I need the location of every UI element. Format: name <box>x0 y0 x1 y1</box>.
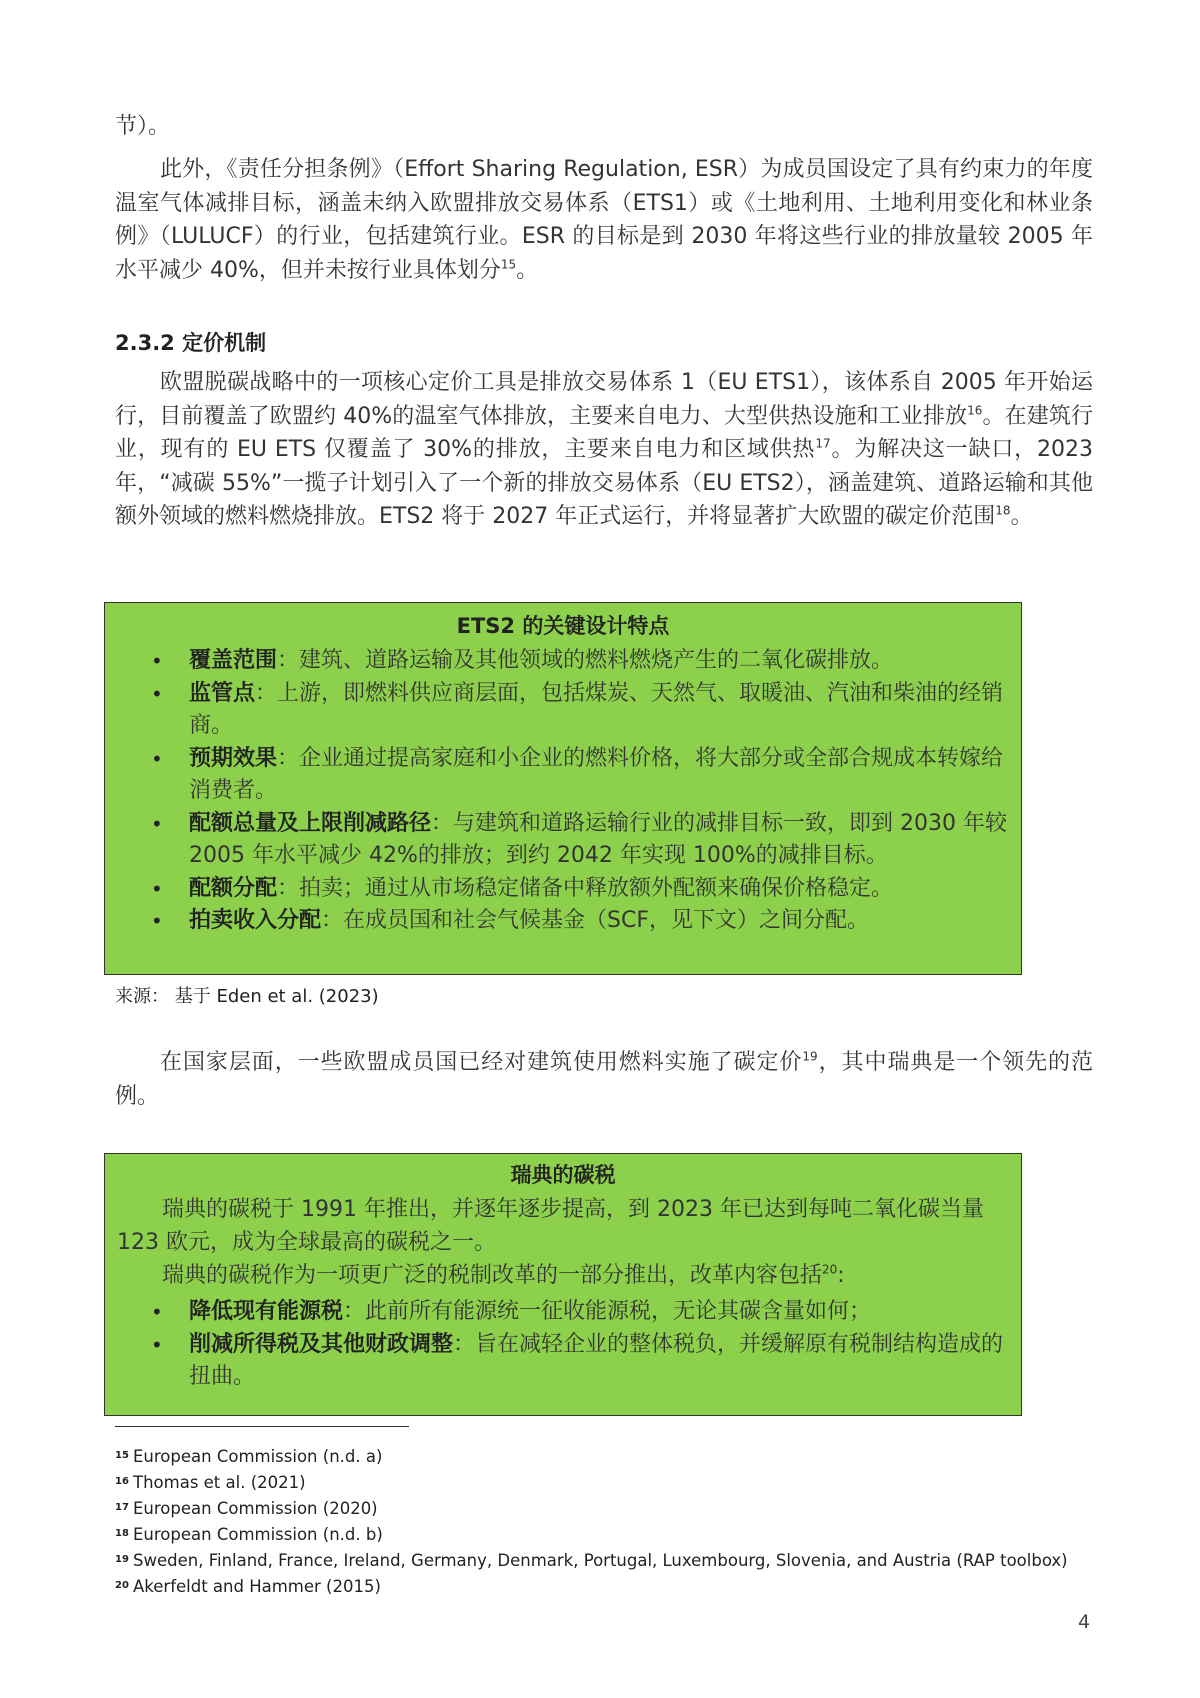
footnote-number: 15 <box>115 1450 129 1461</box>
footnote-number: 20 <box>115 1580 129 1591</box>
ets2-design-box <box>104 602 1022 975</box>
box-paragraph: 瑞典的碳税于 1991 年推出，并逐年逐步提高，到 2023 年已达到每吨二氧化碳当量 123 欧元，成为全球最高的碳税之一。 <box>117 1197 984 1255</box>
footnote-divider <box>115 1426 409 1427</box>
paragraph-text: 。为解决这一缺口，2023 年，“减碳 55%”一揽子计划引入了一个新的排放交易体系（EU ETS2），涵盖建筑、道路运输和其他额外领域的燃料燃烧排放。ETS2 将于 2027 年正式运行，并将显著扩大欧盟的碳定价范围 <box>115 437 1093 529</box>
paragraph-text: 欧盟脱碳战略中的一项核心定价工具是排放交易体系 1（EU ETS1），该体系自 2005 年开始运行，目前覆盖了欧盟约 40%的温室气体排放，主要来自电力、大型供热设施和工业排放 <box>115 370 1093 429</box>
paragraph-text: 。在建筑行业，现有的 EU ETS 仅覆盖了 30%的排放，主要来自电力和区域供热 <box>115 403 1093 462</box>
item-term: 拍卖收入分配 <box>189 908 322 933</box>
footnote <box>115 1521 1068 1547</box>
footnote <box>115 1495 1068 1521</box>
item-text: ：旨在减轻企业的整体税负，并缓解原有税制结构造成的扭曲。 <box>189 1331 1004 1389</box>
footnote-ref[interactable]: 16 <box>967 403 983 418</box>
item-text: ：与建筑和道路运输行业的减排目标一致，即到 2030 年较 2005 年水平减少 42%的排放；到约 2042 年实现 100%的减排目标。 <box>189 810 1007 868</box>
footnote-ref[interactable]: 20 <box>822 1262 838 1277</box>
paragraph-text: ，其中瑞典是一个领先的范例。 <box>115 1050 1093 1109</box>
box-title: ETS2 的关键设计特点 <box>456 614 670 638</box>
paragraph-text: 此外，《责任分担条例》（Effort Sharing Regulation, ESR）为成员国设定了具有约束力的年度温室气体减排目标，涵盖未纳入欧盟排放交易体系（ETS1）或《土地利用、土地利用变化和林业条例》（LULUCF）的行业，包括建筑行业。ESR 的目标是到 2030 年将这些行业的排放量较 2005 年水平减少 40%，但并未按行业具体划分 <box>115 157 1093 283</box>
item-term: 配额总量及上限削减路径 <box>189 810 432 836</box>
paragraph-ets <box>115 366 1093 534</box>
footnote <box>115 1573 1068 1599</box>
item-text: ：在成员国和社会气候基金（SCF，见下文）之间分配。 <box>321 908 869 933</box>
footnote-ref[interactable]: 19 <box>802 1049 818 1064</box>
footnote-ref[interactable]: 15 <box>500 257 517 272</box>
item-term: 监管点 <box>189 680 256 706</box>
list-item <box>105 743 1021 808</box>
footnote-text: European Commission (n.d. b) <box>133 1525 383 1544</box>
bullet-icon: • <box>151 1332 163 1357</box>
footnotes <box>115 1443 1068 1599</box>
paragraph-continuation: 节）。 <box>115 114 171 139</box>
footnote <box>115 1443 1068 1469</box>
bullet-icon: • <box>151 811 163 836</box>
list-item <box>105 873 1021 906</box>
footnote <box>115 1547 1068 1573</box>
bullet-icon: • <box>151 649 163 673</box>
list-item <box>105 645 1021 678</box>
footnote-text: European Commission (2020) <box>133 1499 378 1518</box>
footnote-number: 19 <box>115 1554 129 1565</box>
ets2-feature-list <box>105 645 1021 938</box>
item-term: 配额分配 <box>189 875 278 901</box>
box-title: 瑞典的碳税 <box>510 1163 616 1187</box>
footnote <box>115 1469 1068 1495</box>
footnote-number: 17 <box>115 1502 129 1513</box>
bullet-icon: • <box>151 876 163 901</box>
item-text: ：拍卖；通过从市场稳定储备中释放额外配额来确保价格稳定。 <box>277 875 894 901</box>
bullet-icon: • <box>151 681 163 706</box>
bullet-icon: • <box>151 746 163 771</box>
paragraph-esr <box>115 153 1093 287</box>
item-text: ：建筑、道路运输及其他领域的燃料燃烧产生的二氧化碳排放。 <box>277 648 894 673</box>
paragraph-text: 。 <box>1010 504 1033 529</box>
paragraph-text: 。 <box>516 257 539 283</box>
paragraph-national <box>115 1046 1093 1113</box>
list-item <box>105 1296 1021 1329</box>
box-paragraph <box>105 1259 1021 1292</box>
footnote-ref[interactable]: 18 <box>995 503 1011 518</box>
paragraph-text: 瑞典的碳税作为一项更广泛的税制改革的一部分推出，改革内容包括 <box>162 1263 823 1288</box>
footnote-number: 18 <box>115 1528 129 1539</box>
item-text: ：企业通过提高家庭和小企业的燃料价格，将大部分或全部合规成本转嫁给消费者。 <box>189 745 1004 803</box>
list-item <box>105 808 1021 873</box>
list-item <box>105 1329 1021 1394</box>
item-term: 预期效果 <box>189 745 278 771</box>
reform-list <box>105 1296 1021 1394</box>
item-term: 削减所得税及其他财政调整 <box>189 1331 454 1357</box>
bullet-icon: • <box>151 1300 163 1324</box>
footnote-number: 16 <box>115 1476 129 1487</box>
bullet-icon: • <box>151 909 163 933</box>
source-note: 来源： 基于 Eden et al. (2023) <box>115 986 379 1007</box>
section-heading: 2.3.2 定价机制 <box>115 331 267 355</box>
sweden-carbon-tax-box <box>104 1153 1022 1416</box>
footnote-text: Akerfeldt and Hammer (2015) <box>133 1577 381 1596</box>
paragraph-text: 在国家层面，一些欧盟成员国已经对建筑使用燃料实施了碳定价 <box>160 1050 803 1075</box>
item-text: ：上游，即燃料供应商层面，包括煤炭、天然气、取暖油、汽油和柴油的经销商。 <box>189 680 1004 738</box>
list-item <box>105 678 1021 743</box>
paragraph-text: : <box>837 1263 845 1288</box>
footnote-text: Sweden, Finland, France, Ireland, Germany, Denmark, Portugal, Luxembourg, Slovenia, and Austria (RAP toolbox) <box>133 1551 1068 1570</box>
list-item <box>105 905 1021 938</box>
item-term: 覆盖范围 <box>189 648 278 673</box>
footnote-text: Thomas et al. (2021) <box>133 1473 306 1492</box>
item-term: 降低现有能源税 <box>189 1299 344 1324</box>
item-text: ：此前所有能源统一征收能源税，无论其碳含量如何； <box>343 1299 872 1324</box>
footnote-text: European Commission (n.d. a) <box>133 1447 383 1466</box>
page-number: 4 <box>1078 1611 1091 1633</box>
footnote-ref[interactable]: 17 <box>815 436 831 451</box>
